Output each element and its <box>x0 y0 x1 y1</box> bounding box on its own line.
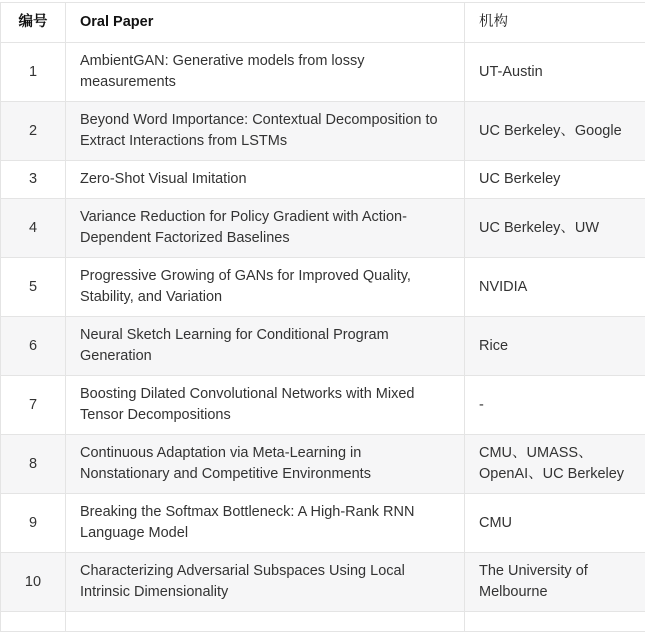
table-row <box>1 494 645 553</box>
paper-title: Neural Sketch Learning for Conditional Program Generation <box>66 317 465 376</box>
oral-papers-table <box>0 2 645 632</box>
table-row <box>1 102 645 161</box>
column-header-institution: 机构 <box>465 3 645 43</box>
row-number: 9 <box>1 494 66 553</box>
table-row <box>1 435 645 494</box>
column-header-oral-paper: Oral Paper <box>66 3 465 43</box>
row-number: 7 <box>1 376 66 435</box>
row-number: 3 <box>1 161 66 199</box>
institution: UC Berkeley <box>465 161 645 199</box>
table-row <box>1 317 645 376</box>
table-row <box>1 199 645 258</box>
institution: - <box>465 376 645 435</box>
table-row <box>1 258 645 317</box>
paper-title: Progressive Growing of GANs for Improved Quality, Stability, and Variation <box>66 258 465 317</box>
paper-title: Zero-Shot Visual Imitation <box>66 161 465 199</box>
paper-title: Continuous Adaptation via Meta-Learning in Nonstationary and Competitive Environments <box>66 435 465 494</box>
table-header-row <box>1 3 645 43</box>
paper-title: Characterizing Adversarial Subspaces Using Local Intrinsic Dimensionality <box>66 553 465 612</box>
paper-title: AmbientGAN: Generative models from lossy measurements <box>66 43 465 102</box>
table-row <box>1 43 645 102</box>
paper-title: Boosting Dilated Convolutional Networks with Mixed Tensor Decompositions <box>66 376 465 435</box>
row-number: 10 <box>1 553 66 612</box>
row-number: 2 <box>1 102 66 161</box>
institution: The University of Melbourne <box>465 553 645 612</box>
paper-title: Beyond Word Importance: Contextual Decomposition to Extract Interactions from LSTMs <box>66 102 465 161</box>
row-number: 8 <box>1 435 66 494</box>
institution: CMU、UMASS、OpenAI、UC Berkeley <box>465 435 645 494</box>
row-number: 4 <box>1 199 66 258</box>
table-row <box>1 553 645 612</box>
row-number: 6 <box>1 317 66 376</box>
column-header-number: 编号 <box>1 3 66 43</box>
table-row-partial <box>1 612 645 632</box>
paper-title: Variance Reduction for Policy Gradient with Action-Dependent Factorized Baselines <box>66 199 465 258</box>
institution: UC Berkeley、UW <box>465 199 645 258</box>
institution: UT-Austin <box>465 43 645 102</box>
institution: NVIDIA <box>465 258 645 317</box>
institution: UC Berkeley、Google <box>465 102 645 161</box>
paper-title: Breaking the Softmax Bottleneck: A High-Rank RNN Language Model <box>66 494 465 553</box>
table-row <box>1 376 645 435</box>
table-row <box>1 161 645 199</box>
institution: Rice <box>465 317 645 376</box>
row-number: 1 <box>1 43 66 102</box>
institution: CMU <box>465 494 645 553</box>
row-number: 5 <box>1 258 66 317</box>
